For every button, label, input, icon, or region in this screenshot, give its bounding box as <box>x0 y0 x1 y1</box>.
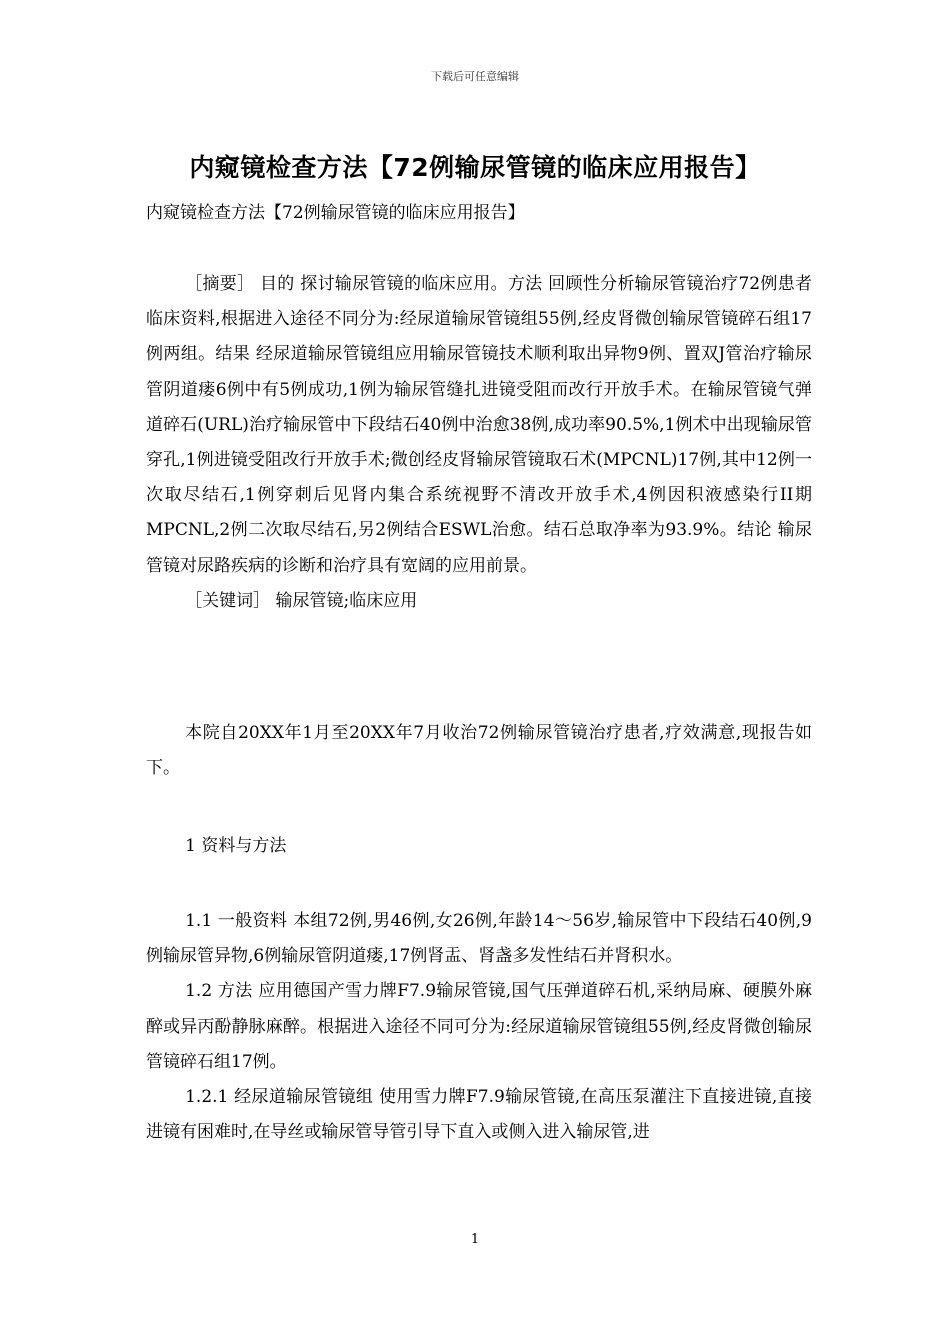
methods-block <box>146 904 812 1150</box>
section-heading-block <box>146 829 812 864</box>
document-title: 内窥镜检查方法【72例输尿管镜的临床应用报告】 <box>189 153 761 182</box>
transurethral-group-paragraph: 1.2.1 经尿道输尿管镜组 使用雪力牌F7.9输尿管镜,在高压泵灌注下直接进镜,直接进镜有困难时,在导丝或输尿管导管引导下直入或侧入进入输尿管,进 <box>146 1087 812 1143</box>
abstract-block <box>146 267 812 619</box>
abstract-paragraph: ［摘要］ 目的 探讨输尿管镜的临床应用。方法 回顾性分析输尿管镜治疗72例患者临床资料,根据进入途径不同分为:经尿道输尿管镜组55例,经皮肾微创输尿管镜碎石组17例两组。结果 经尿道输尿管镜组应用输尿管镜技术顺利取出异物9例、置双J管治疗输尿管阴道瘘6例中有5例成功,1例为输尿管缝扎进镜受阻而改行开放手术。在输尿管镜气弹道碎石(URL)治疗输尿管中下段结石40例中治愈38例,成功率90.5%,1例术中出现输尿管穿孔,1例进镜受阻改行开放手术;微创经皮肾输尿管镜取石术(MPCNL)17例,其中12例一次取尽结石,1例穿刺后见肾内集合系统视野不清改开放手术,4例因积液感染行II期MPCNL,2例二次取尽结石,另2例结合ESWL治愈。结石总取净率为93.9%。结论 输尿管镜对尿路疾病的诊断和治疗具有宽阔的应用前景。 <box>146 274 812 576</box>
section-heading: 1 资料与方法 <box>185 836 287 856</box>
methods-paragraph: 1.2 方法 应用德国产雪力牌F7.9输尿管镜,国气压弹道碎石机,采纳局麻、硬膜外麻醉或异丙酚静脉麻醉。根据进入途径不同可分为:经尿道输尿管镜组55例,经皮肾微创输尿管镜碎石组17例。 <box>146 981 812 1072</box>
header-note: 下载后可任意编辑 <box>431 70 519 83</box>
page-number: 1 <box>470 1232 480 1247</box>
document-subtitle: 内窥镜检查方法【72例输尿管镜的临床应用报告】 <box>146 203 525 223</box>
intro-paragraph: 本院自20XX年1月至20XX年7月收治72例输尿管镜治疗患者,疗效满意,现报告如下。 <box>146 723 812 779</box>
intro-block <box>146 716 812 786</box>
general-data-paragraph: 1.1 一般资料 本组72例,男46例,女26例,年龄14～56岁,输尿管中下段结石40例,9例输尿管异物,6例输尿管阴道瘘,17例肾盂、肾盏多发性结石并肾积水。 <box>146 911 812 967</box>
keywords-paragraph: ［关键词］ 输尿管镜;临床应用 <box>185 590 418 611</box>
